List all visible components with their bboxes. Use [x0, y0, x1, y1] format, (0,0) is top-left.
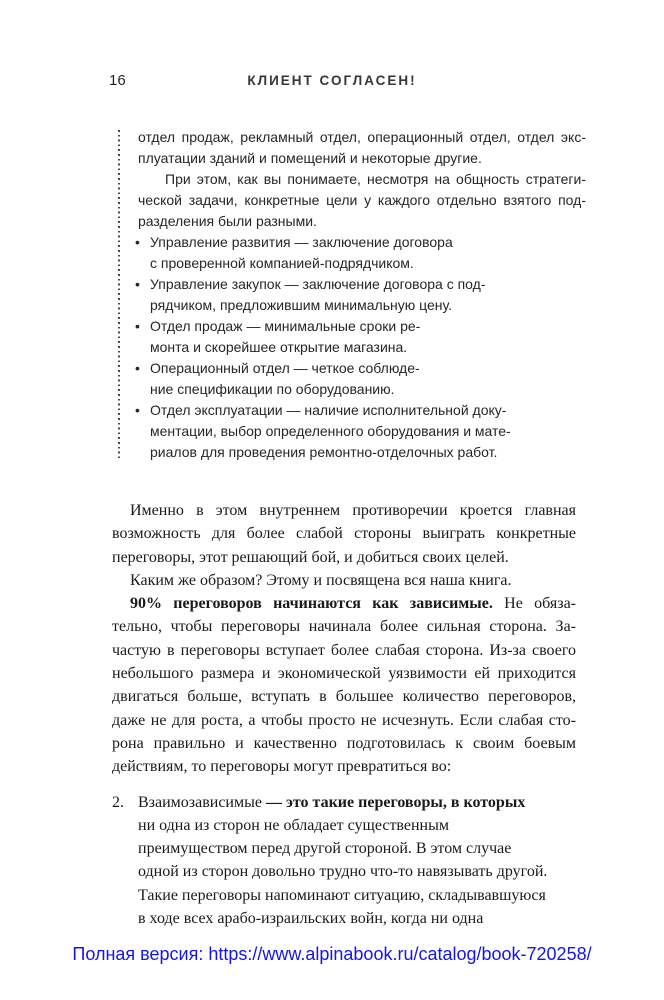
footer-note: [0, 944, 664, 965]
page-number: 16: [109, 72, 126, 89]
body-line: двигаться больше, вступать в большее количество переговоров,: [112, 688, 576, 706]
body-line: действиям, то переговоры могут превратиться во:: [112, 758, 452, 776]
quote-content: [118, 127, 586, 463]
quote-block: [118, 127, 586, 463]
bullet-icon: •: [135, 234, 140, 250]
bullet-item: [135, 400, 586, 463]
quote-line: плуатации зданий и помещений и некоторые другие.: [138, 150, 482, 166]
quote-line: разделения были разными.: [138, 213, 317, 229]
page-header: [0, 72, 664, 92]
body-text: [112, 499, 576, 930]
bullet-item: [135, 274, 586, 316]
bullet-line: ментации, выбор определенного оборудования и мате-: [150, 423, 511, 439]
bullet-line: Операционный отдел — четкое соблюде-: [150, 360, 420, 376]
bullet-line: ние спецификации по оборудованию.: [150, 381, 395, 397]
body-line: тельно, чтобы переговоры начинала более сильная сторона. За-: [112, 618, 576, 636]
body-line: Именно в этом внутреннем противоречии кроется главная: [130, 502, 576, 519]
list-item-line: в ходе всех арабо-израильских войн, когда ни одна: [138, 910, 484, 928]
numbered-list-item: [112, 791, 576, 931]
body-line: 90% переговоров начинаются как зависимые. Не обяза-: [130, 595, 576, 613]
body-line: возможность для более слабой стороны выиграть конкретные: [112, 525, 576, 543]
bullet-line: Управление закупок — заключение договора с под-: [150, 276, 486, 292]
body-line: рона правильно и качественно подготовилась к своим боевым: [112, 734, 576, 752]
bullet-line: риалов для проведения ремонтно-отделочных работ.: [150, 444, 498, 460]
bullet-text: [150, 358, 586, 400]
footer-link[interactable]: https://www.alpinabook.ru/catalog/book-720258/: [208, 944, 592, 964]
bullet-icon: •: [135, 276, 140, 292]
bullet-item: [135, 232, 586, 274]
running-title: КЛИЕНТ СОГЛАСЕН!: [247, 73, 417, 88]
footer-label: Полная версия:: [72, 944, 209, 964]
bullet-text: [150, 274, 586, 316]
bullet-line: Отдел эксплуатации — наличие исполнительной доку-: [150, 402, 507, 418]
quote-line: При этом, как вы понимаете, несмотря на общность стратеги-: [165, 171, 586, 187]
body-line: переговоры, этот решающий бой, и добиться своих целей.: [112, 548, 509, 566]
list-item-line: Такие переговоры напоминают ситуацию, складывавшуюся: [138, 886, 546, 904]
bullet-item: [135, 358, 586, 400]
body-line: частую в переговоры вступает более слабая сторона. Из-за своего: [112, 641, 576, 659]
list-item-marker: 2.: [112, 793, 124, 811]
list-item-line: ни одна из сторон не обладает существенным: [138, 816, 449, 834]
body-line: даже не для роста, а чтобы просто не исчезнуть. Если слабая сто-: [112, 711, 576, 729]
bullet-text: [150, 400, 586, 463]
quote-line: ческой задачи, конкретные цели у каждого отдельно взятого под-: [138, 192, 586, 208]
bullet-icon: •: [135, 402, 140, 418]
body-line: Каким же образом? Этому и посвящена вся наша книга.: [130, 571, 512, 589]
bullet-text: [150, 232, 586, 274]
list-item-line: одной из сторон довольно трудно что-то навязывать другой.: [138, 863, 548, 881]
bullet-line: с проверенной компанией-подрядчиком.: [150, 255, 414, 271]
bullet-icon: •: [135, 360, 140, 376]
list-item-text: [138, 791, 576, 931]
list-item-line: Взаимозависимые — это такие переговоры, в которых: [138, 793, 526, 811]
list-item-line: преимуществом перед другой стороной. В этом случае: [138, 840, 512, 858]
bullet-text: [150, 316, 586, 358]
bullet-line: рядчиком, предложившим минимальную цену.: [150, 297, 452, 313]
bullet-item: [135, 316, 586, 358]
body-line: небольшого размера и экономической уязвимости ей приходится: [112, 665, 576, 683]
bullet-line: монта и скорейшее открытие магазина.: [150, 339, 408, 355]
bullet-line: Управление развития — заключение договора: [150, 234, 453, 250]
quote-line: отдел продаж, рекламный отдел, операционный отдел, отдел экс-: [138, 129, 586, 145]
bullet-line: Отдел продаж — минимальные сроки ре-: [150, 318, 421, 334]
bullet-icon: •: [135, 318, 140, 334]
